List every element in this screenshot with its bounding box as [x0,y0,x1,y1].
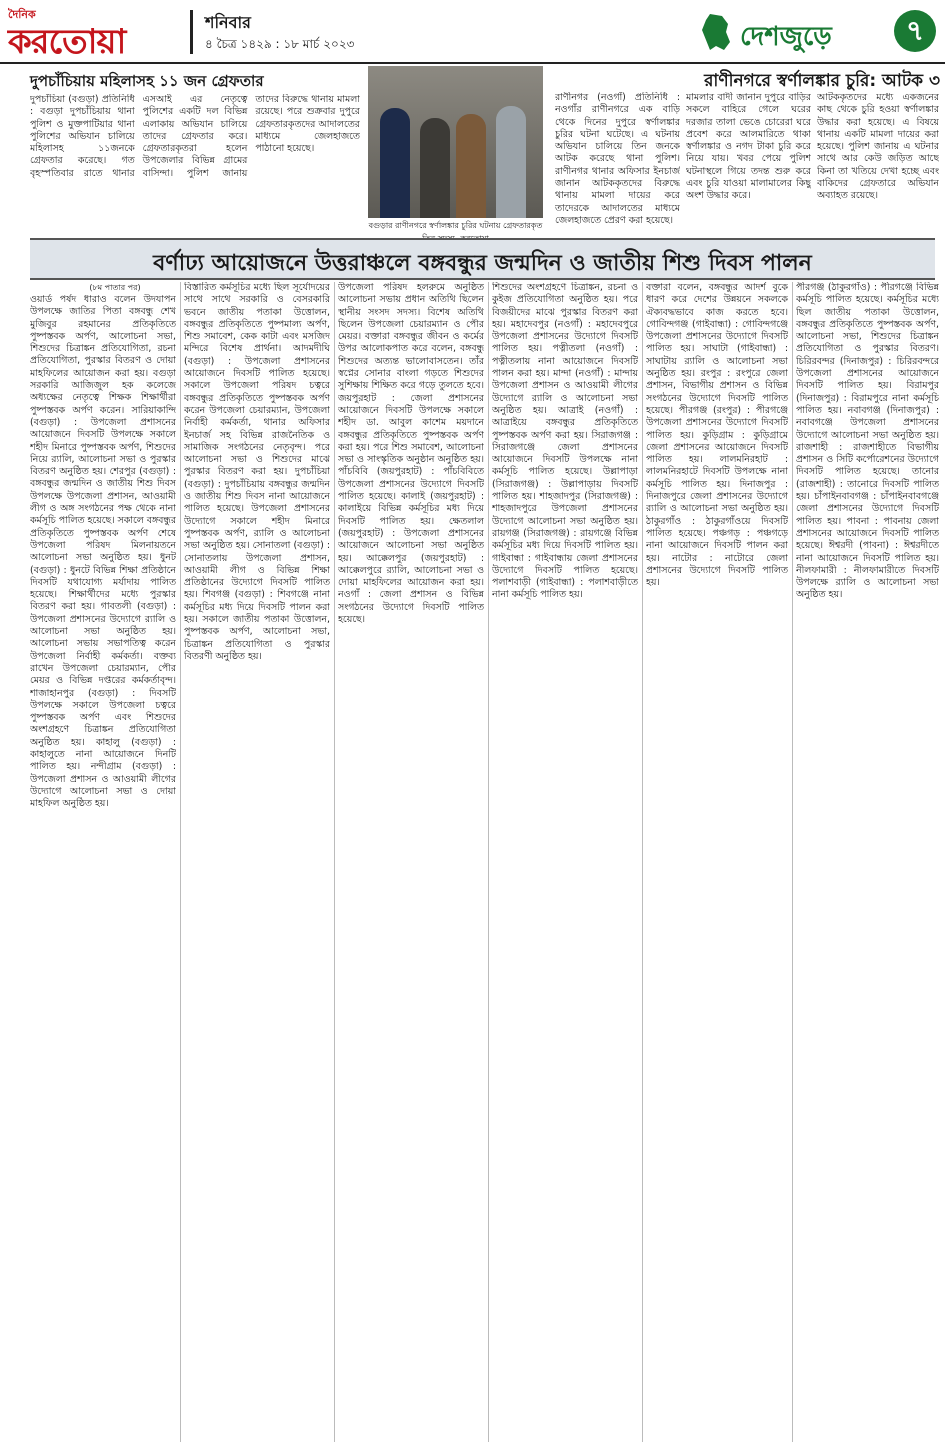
column-text: বক্তারা বলেন, বঙ্গবন্ধুর আদর্শ বুকে ধারণ করে দেশের উন্নয়নে সকলকে ঐক্যবদ্ধভাবে কাজ করতে হবে। গোবিন্দগঞ্জ (গাইবান্ধা) : গোবিন্দগঞ্জে উপজেলা প্রশাসনের উদ্যোগে দিবসটি পালিত হয়। সাঘাটা (গাইবান্ধা) : সাঘাটায় র‌্যালি ও আলোচনা সভা অনুষ্ঠিত হয়। রংপুর : রংপুরে জেলা প্রশাসন, বিভাগীয় প্রশাসন ও বিভিন্ন সংগঠনের উদ্যোগে দিবসটি পালিত হয়েছে। পীরগঞ্জ (রংপুর) : পীরগঞ্জে উপজেলা প্রশাসনের উদ্যোগে দিবসটি পালিত হয়। কুড়িগ্রাম : কুড়িগ্রামে জেলা প্রশাসনের আয়োজনে দিবসটি পালিত হয়। লালমনিরহাট : লালমনিরহাটে দিবসটি উপলক্ষে নানা কর্মসূচি পালিত হয়। দিনাজপুর : দিনাজপুরে জেলা প্রশাসনের উদ্যোগে র‌্যালি ও আলোচনা সভা অনুষ্ঠিত হয়। ঠাকুরগাঁও : ঠাকুরগাঁওয়ে দিবসটি পালিত হয়েছে। পঞ্চগড় : পঞ্চগড়ে নানা আয়োজনে দিবসটি পালন করা হয়। নাটোর : নাটোরে জেলা প্রশাসনের উদ্যোগে দিবসটি পালিত হয়। [646,282,788,589]
section-title: দেশজুড়ে [740,22,832,52]
article-column-2 [184,282,330,1444]
story2-text-a: রাণীনগর (নওগাঁ) প্রতিনিধি : নওগাঁর রাণীনগরে এক বাড়ি থেকে দিনের দুপুরে স্বর্ণালঙ্কার চুরির ঘটনা ঘটেছে। এ ঘটনায় অভিযান চালিয়ে তিন জনকে আটক করেছে থানা পুলিশ। রাণীনগর থানার অফিসার ইনচার্জ জানান আটককৃতদের বিরুদ্ধে থানায় মামলা দায়ের করে তাদেরকে আদালতের মাধ্যমে জেলহাজতে প্রেরণ করা হয়েছে। [555,92,680,226]
article-column-4 [492,282,638,1444]
masthead [0,0,945,64]
column-rule [488,282,489,1442]
story2-text-c: আটককৃতদের মধ্যে একজনের কাছ থেকে চুরি হওয়া স্বর্ণালঙ্কার উদ্ধার করা হয়েছে। এ বিষয়ে থানায় একটি মামলা দায়ের করা হয়েছে। পুলিশ জানায় এ ঘটনার সাথে আর কেউ জড়িত আছে কিনা তা খতিয়ে দেখা হচ্ছে এবং বাকিদের গ্রেফতারে অভিযান অব্যাহত রয়েছে। [817,92,939,202]
article-column-3 [338,282,484,1444]
column-rule [792,282,793,1442]
story1-body [30,94,360,230]
continuation-note: (৮ম পাতার পর) [89,283,141,292]
article-column-1 [30,294,176,1444]
story1-text: দুপচাঁচিয়া (বগুড়া) প্রতিনিধি : বগুড়া দুপচাঁচিয়ায় থানা পুলিশ ও মুক্তপাটিয়ার থানা পুলিশের অভিযান চালিয়ে মহিলাসহ ১১জনকে গ্রেফতার করেছে। গত বৃহস্পতিবার রাতে থানার এসআই এর নেতৃত্বে পুলিশের একটি দল বিভিন্ন এলাকায় অভিযান চালিয়ে তাদের গ্রেফতার করে। গ্রেফতারকৃতরা হলেন উপজেলার বিভিন্ন গ্রামের বাসিন্দা। পুলিশ জানায় তাদের বিরুদ্ধে থানায় মামলা রয়েছে। পরে শুক্রবার দুপুরে গ্রেফতারকৃতদের আদালতের মাধ্যমে জেলহাজতে পাঠানো হয়েছে। [30,94,360,179]
divider [190,10,193,54]
issue-date: ৪ চৈত্র ১৪২৯ : ১৮ মার্চ ২০২৩ [205,37,355,51]
column-text: বিস্তারিত কর্মসূচির মধ্যে ছিল সূর্যোদয়ের সাথে সাথে সরকারি ও বেসরকারি ভবনে জাতীয় পতাকা উত্তোলন, বঙ্গবন্ধুর প্রতিকৃতিতে পুষ্পমাল্য অর্পণ, শিশু সমাবেশ, কেক কাটা এবং মসজিদ মন্দিরে বিশেষ প্রার্থনা। আদমদীঘি (বগুড়া) : উপজেলা প্রশাসনের আয়োজনে দিবসটি পালিত হয়েছে। সকালে উপজেলা পরিষদ চত্বরে বঙ্গবন্ধুর প্রতিকৃতিতে পুষ্পস্তবক অর্পণ করেন উপজেলা চেয়ারম্যান, উপজেলা নির্বাহী কর্মকর্তা, থানার অফিসার ইনচার্জ সহ বিভিন্ন রাজনৈতিক ও সামাজিক সংগঠনের নেতৃবৃন্দ। পরে আলোচনা সভা ও শিশুদের মাঝে পুরস্কার বিতরণ করা হয়। দুপচাঁচিয়া (বগুড়া) : দুপচাঁচিয়ায় বঙ্গবন্ধুর জন্মদিন ও জাতীয় শিশু দিবস নানা আয়োজনে পালিত হয়েছে। উপজেলা প্রশাসনের উদ্যোগে সকালে শহীদ মিনারে পুষ্পস্তবক অর্পণ, র‌্যালি ও আলোচনা সভা অনুষ্ঠিত হয়। সোনাতলা (বগুড়া) : সোনাতলায় উপজেলা প্রশাসন, আওয়ামী লীগ ও বিভিন্ন শিক্ষা প্রতিষ্ঠানের উদ্যোগে দিবসটি পালিত হয়। শিবগঞ্জ (বগুড়া) : শিবগঞ্জে নানা কর্মসূচির মধ্য দিয়ে দিবসটি পালন করা হয়। সকালে জাতীয় পতাকা উত্তোলন, পুষ্পস্তবক অর্পণ, আলোচনা সভা, চিত্রাঙ্কন প্রতিযোগিতা ও পুরস্কার বিতরণী অনুষ্ঠিত হয়। [184,282,330,662]
story2-column-2 [686,92,811,230]
bangladesh-map-icon [700,12,734,52]
story1-headline[interactable]: দুপচাঁচিয়ায় মহিলাসহ ১১ জন গ্রেফতার [30,72,264,90]
story2-text-b: মামলার বাদী জানান দুপুরে বাড়ির সকলে বাহিরে গেলে ঘরের দরজার তালা ভেঙে চোরেরা ঘরে প্রবেশ করে আলমারিতে থাকা স্বর্ণালঙ্কার ও নগদ টাকা চুরি করে নিয়ে যায়। খবর পেয়ে পুলিশ ঘটনাস্থলে গিয়ে তদন্ত শুরু করে এবং চুরি যাওয়া মালামালের কিছু অংশ উদ্ধার করে। [686,92,811,202]
story2-column-3 [817,92,939,230]
person-figure [456,114,486,218]
column-text: শিশুদের অংশগ্রহণে চিত্রাঙ্কন, রচনা ও কুইজ প্রতিযোগিতা অনুষ্ঠিত হয়। পরে বিজয়ীদের মাঝে পুরস্কার বিতরণ করা হয়। মহাদেবপুর (নওগাঁ) : মহাদেবপুরে উপজেলা প্রশাসনের উদ্যোগে দিবসটি পালিত হয়। পত্নীতলা (নওগাঁ) : পত্নীতলায় নানা আয়োজনে দিবসটি পালন করা হয়। মান্দা (নওগাঁ) : মান্দায় উপজেলা প্রশাসন ও আওয়ামী লীগের উদ্যোগে র‌্যালি ও আলোচনা সভা অনুষ্ঠিত হয়। আত্রাই (নওগাঁ) : আত্রাইয়ে বঙ্গবন্ধুর প্রতিকৃতিতে পুষ্পস্তবক অর্পণ করা হয়। সিরাজগঞ্জ : সিরাজগঞ্জে জেলা প্রশাসনের আয়োজনে দিবসটি উপলক্ষে নানা কর্মসূচি পালিত হয়েছে। উল্লাপাড়া (সিরাজগঞ্জ) : উল্লাপাড়ায় দিবসটি পালিত হয়। শাহজাদপুর (সিরাজগঞ্জ) : শাহজাদপুরে উপজেলা প্রশাসনের উদ্যোগে আলোচনা সভা অনুষ্ঠিত হয়। রায়গঞ্জ (সিরাজগঞ্জ) : রায়গঞ্জে বিভিন্ন কর্মসূচির মধ্য দিয়ে দিবসটি পালিত হয়। গাইবান্ধা : গাইবান্ধায় জেলা প্রশাসনের উদ্যোগে দিবসটি পালিত হয়েছে। পলাশবাড়ী (গাইবান্ধা) : পলাশবাড়ীতে নানা কর্মসূচি পালিত হয়। [492,282,638,601]
logo-prefix: দৈনিক [8,8,36,21]
police-figure [380,108,410,218]
column-text: উপজেলা পরিষদ হলরুমে অনুষ্ঠিত আলোচনা সভায় প্রধান অতিথি ছিলেন স্থানীয় সংসদ সদস্য। বিশেষ অতিথি ছিলেন উপজেলা চেয়ারম্যান ও পৌর মেয়র। বক্তারা বঙ্গবন্ধুর জীবন ও কর্মের উপর আলোকপাত করে বলেন, বঙ্গবন্ধু শিশুদের অত্যন্ত ভালোবাসতেন। তাঁর স্বপ্নের সোনার বাংলা গড়তে শিশুদের সুশিক্ষায় শিক্ষিত করে গড়ে তুলতে হবে। জয়পুরহাট : জেলা প্রশাসনের আয়োজনে দিবসটি উপলক্ষে সকালে শহীদ ডা. আবুল কাশেম ময়দানে বঙ্গবন্ধুর প্রতিকৃতিতে পুষ্পস্তবক অর্পণ করা হয়। পরে শিশু সমাবেশ, আলোচনা সভা ও সাংস্কৃতিক অনুষ্ঠান অনুষ্ঠিত হয়। পাঁচবিবি (জয়পুরহাট) : পাঁচবিবিতে উপজেলা প্রশাসনের উদ্যোগে দিবসটি পালিত হয়েছে। কালাই (জয়পুরহাট) : কালাইয়ে বিভিন্ন কর্মসূচির মধ্য দিয়ে দিবসটি পালিত হয়। ক্ষেতলাল (জয়পুরহাট) : উপজেলা প্রশাসনের আয়োজনে আলোচনা সভা অনুষ্ঠিত হয়। আক্কেলপুর (জয়পুরহাট) : আক্কেলপুরে র‌্যালি, আলোচনা সভা ও দোয়া মাহফিলের আয়োজন করা হয়। নওগাঁ : জেলা প্রশাসন ও বিভিন্ন সংগঠনের উদ্যোগে দিবসটি পালিত হয়েছে। [338,282,484,626]
lead-headline[interactable]: বর্ণাঢ্য আয়োজনে উত্তরাঞ্চলে বঙ্গবন্ধুর জন্মদিন ও জাতীয় শিশু দিবস পালন [153,250,812,276]
section-label [700,8,938,56]
page-number: ৭ [894,10,936,52]
article-column-6 [796,282,939,1444]
issue-day: শনিবার [205,13,251,32]
column-text: ওয়ার্ড পর্ষদ ধারাও বলেন উদযাপন উপলক্ষে জাতির পিতা বঙ্গবন্ধু শেখ মুজিবুর রহমানের প্রতিকৃতিতে পুষ্পস্তবক অর্পণ, আলোচনা সভা, শিশুদের চিত্রাঙ্কন প্রতিযোগিতা, রচনা প্রতিযোগিতা, পুরস্কার বিতরণ ও দোয়া মাহফিলের আয়োজন করা হয়। বগুড়া সরকারি আজিজুল হক কলেজে অধ্যক্ষের নেতৃত্বে শিক্ষক শিক্ষার্থীরা পুষ্পস্তবক অর্পণ করেন। সারিয়াকান্দি (বগুড়া) : উপজেলা প্রশাসনের আয়োজনে দিবসটি উপলক্ষে সকালে শহীদ মিনারে পুষ্পস্তবক অর্পণ, শিশুদের নিয়ে র‌্যালি, আলোচনা সভা ও পুরস্কার বিতরণ অনুষ্ঠিত হয়। শেরপুর (বগুড়া) : বঙ্গবন্ধুর জন্মদিন ও জাতীয় শিশু দিবস উপলক্ষে উপজেলা প্রশাসন, আওয়ামী লীগ ও অঙ্গ সংগঠনের পক্ষ থেকে নানা কর্মসূচি পালিত হয়েছে। সকালে বঙ্গবন্ধুর প্রতিকৃতিতে পুষ্পস্তবক অর্পণ শেষে উপজেলা পরিষদ মিলনায়তনে আলোচনা সভা অনুষ্ঠিত হয়। ধুনট (বগুড়া) : ধুনটে বিভিন্ন শিক্ষা প্রতিষ্ঠানে দিবসটি যথাযোগ্য মর্যাদায় পালিত হয়েছে। শিক্ষার্থীদের মধ্যে পুরস্কার বিতরণ করা হয়। গাবতলী (বগুড়া) : উপজেলা প্রশাসনের উদ্যোগে র‌্যালি ও আলোচনা সভা অনুষ্ঠিত হয়। আলোচনা সভায় সভাপতিত্ব করেন উপজেলা নির্বাহী কর্মকর্তা। বক্তব্য রাখেন উপজেলা চেয়ারম্যান, পৌর মেয়র ও বিভিন্ন দপ্তরের কর্মকর্তাবৃন্দ। শাজাহানপুর (বগুড়া) : দিবসটি উপলক্ষে সকালে উপজেলা চত্বরে পুষ্পস্তবক অর্পণ এবং শিশুদের অংশগ্রহণে চিত্রাঙ্কন প্রতিযোগিতা অনুষ্ঠিত হয়। কাহালু (বগুড়া) : কাহালুতে নানা আয়োজনে দিনটি পালিত হয়। নন্দীগ্রাম (বগুড়া) : উপজেলা প্রশাসন ও আওয়ামী লীগের উদ্যোগে আলোচনা সভা ও দোয়া মাহফিল অনুষ্ঠিত হয়। [30,294,176,810]
story2-headline[interactable]: রাণীনগরে স্বর্ণালঙ্কার চুরি: আটক ৩ [704,71,940,91]
person-figure [420,118,450,218]
column-text: পীরগঞ্জ (ঠাকুরগাঁও) : পীরগঞ্জে বিভিন্ন কর্মসূচি পালিত হয়েছে। কর্মসূচির মধ্যে ছিল জাতীয় পতাকা উত্তোলন, বঙ্গবন্ধুর প্রতিকৃতিতে পুষ্পস্তবক অর্পণ, আলোচনা সভা, শিশুদের চিত্রাঙ্কন প্রতিযোগিতা ও পুরস্কার বিতরণ। চিরিরবন্দর (দিনাজপুর) : চিরিরবন্দরে উপজেলা প্রশাসনের আয়োজনে দিবসটি পালিত হয়। বিরামপুর (দিনাজপুর) : বিরামপুরে নানা কর্মসূচি পালিত হয়। নবাবগঞ্জ (দিনাজপুর) : নবাবগঞ্জে উপজেলা প্রশাসনের উদ্যোগে আলোচনা সভা অনুষ্ঠিত হয়। রাজশাহী : রাজশাহীতে বিভাগীয় প্রশাসন ও সিটি কর্পোরেশনের উদ্যোগে দিবসটি পালিত হয়েছে। তানোর (রাজশাহী) : তানোরে দিবসটি পালিত হয়। চাঁপাইনবাবগঞ্জ : চাঁপাইনবাবগঞ্জে জেলা প্রশাসনের উদ্যোগে দিবসটি পালিত হয়। পাবনা : পাবনায় জেলা প্রশাসনের আয়োজনে দিবসটি পালিত হয়েছে। ঈশ্বরদী (পাবনা) : ঈশ্বরদীতে নানা আয়োজনে দিবসটি পালিত হয়। নীলফামারী : নীলফামারীতে দিবসটি উপলক্ষে র‌্যালি ও আলোচনা সভা অনুষ্ঠিত হয়। [796,282,939,601]
column-rule [334,282,335,1442]
article-column-5 [646,282,788,1444]
column-rule [642,282,643,1442]
newspaper-logo[interactable]: করতোয়া [8,22,126,62]
story2-column-1 [555,92,680,230]
person-figure [496,106,526,218]
photo-caption: বগুড়ার রাণীনগরে স্বর্ণালঙ্কার চুরির ঘটনায় গ্রেফতারকৃত [368,221,543,230]
column-rule [180,282,181,1442]
lead-headline-banner [30,238,935,280]
news-photo [368,66,543,218]
